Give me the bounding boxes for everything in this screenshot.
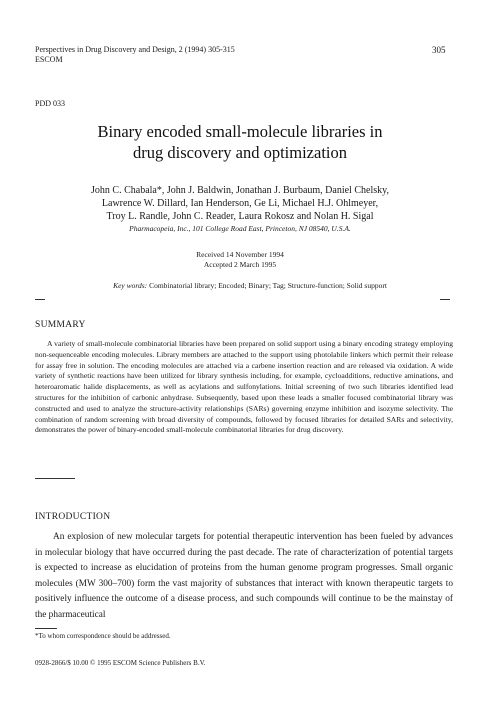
authors-line-3: Troy L. Randle, John C. Reader, Laura Rokosz and Nolan H. Sigal: [106, 211, 374, 222]
footnote: *To whom correspondence should be addressed.: [35, 632, 171, 640]
journal-citation: Perspectives in Drug Discovery and Design, 2 (1994) 305-315: [35, 45, 235, 54]
summary-rule-right: [440, 299, 450, 300]
affiliation: Pharmacopeia, Inc., 101 College Road East, Princeton, NJ 08540, U.S.A.: [129, 224, 351, 233]
summary-end-rule: [35, 478, 75, 479]
accepted-date: Accepted 2 March 1995: [203, 260, 277, 269]
article-code: PDD 033: [35, 99, 66, 108]
page-number: 305: [432, 45, 446, 55]
summary-rule-left: [35, 299, 45, 300]
publisher: ESCOM: [35, 55, 63, 64]
received-date: Received 14 November 1994: [196, 250, 284, 259]
introduction-text: An explosion of new molecular targets for potential therapeutic intervention has been fueled by advances in molecular biology that have occurred during the past decade. The rate of characterization of potential targets is expected to increase as elucidation of proteins from the human genome program progresses. Small organic molecules (MW 300–700) form the vast majority of substances that interact with known therapeutic targets to positively influence the outcome of a disease process, and such compounds will continue to be the mainstay of the pharmaceutical: [35, 532, 453, 620]
keywords: [40, 281, 460, 291]
keywords-list: Combinatorial library; Encoded; Binary; Tag; Structure-function; Solid support: [147, 281, 387, 290]
title-line-2: drug discovery and optimization: [133, 143, 347, 162]
copyright-line: 0928-2866/$ 10.00 © 1995 ESCOM Science Publishers B.V.: [35, 659, 206, 667]
summary-text: A variety of small-molecule combinatorial libraries have been prepared on solid support using a binary encoding strategy employing non-sequenceable encoding molecules. Library members are attached to the support using photolabile linkers which permit their release for assay free in solution. The encoding molecules are attached via a carbene insertion reaction and are released via oxidation. A wide variety of synthetic reactions have been utilized for library synthesis including, for example, cycloadditions, reductive aminations, and heteroaromatic halide displacements, as well as acylations and sulfonylations. Initial screening of two such libraries identified lead structures for the inhibition of carbonic anhydrase. Subsequently, based upon these leads a smaller focused combinatorial library was constructed and used to analyze the structure-activity relationships (SARs) governing enzyme inhibition and isozyme selectivity. The combination of random screening with broad diversity of compounds, followed by focused libraries for detailed SARs and selectivity, demonstrates the power of binary-encoded small-molecule combinatorial libraries for drug discovery.: [35, 339, 453, 435]
summary-heading: SUMMARY: [35, 320, 86, 330]
keywords-label: Key words:: [113, 281, 148, 290]
authors-line-2: Lawrence W. Dillard, Ian Henderson, Ge Li, Michael H.J. Ohlmeyer,: [101, 198, 379, 209]
title-line-1: Binary encoded small-molecule libraries in: [97, 122, 383, 141]
introduction-heading: INTRODUCTION: [35, 512, 111, 522]
footnote-rule: [35, 628, 57, 629]
authors-line-1: John C. Chabala*, John J. Baldwin, Jonathan J. Burbaum, Daniel Chelsky,: [91, 185, 389, 196]
